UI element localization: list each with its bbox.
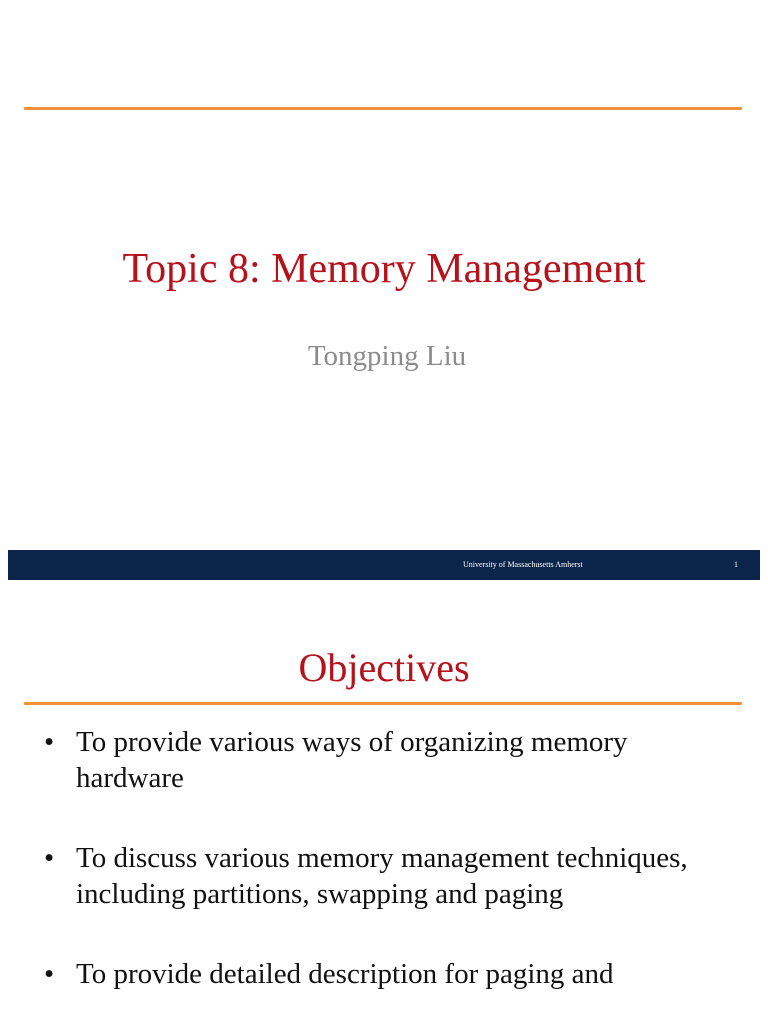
bullet-item bbox=[0, 956, 768, 992]
bullet-icon: • bbox=[44, 958, 55, 990]
header-rule bbox=[24, 702, 742, 705]
bullet-text: To provide various ways of organizing memory hardware bbox=[76, 726, 628, 794]
bullet-icon: • bbox=[44, 726, 55, 758]
author-name: Tongping Liu bbox=[307, 340, 467, 372]
bullet-text: To provide detailed description for paging and bbox=[76, 958, 614, 990]
objectives-slide bbox=[0, 580, 768, 1024]
bullet-text: To discuss various memory management techniques, including partitions, swapping and paging bbox=[76, 842, 688, 910]
bullet-list bbox=[0, 724, 768, 1024]
footer-institution: University of Massachusetts Amherst bbox=[463, 560, 583, 569]
slide-title: Objectives bbox=[298, 645, 470, 690]
page-number: 1 bbox=[734, 560, 738, 569]
header-rule bbox=[24, 107, 742, 110]
bullet-item bbox=[0, 724, 768, 796]
footer-bar bbox=[8, 550, 760, 580]
slide-title: Topic 8: Memory Management bbox=[122, 246, 646, 292]
bullet-item bbox=[0, 840, 768, 912]
bullet-icon: • bbox=[44, 842, 55, 874]
